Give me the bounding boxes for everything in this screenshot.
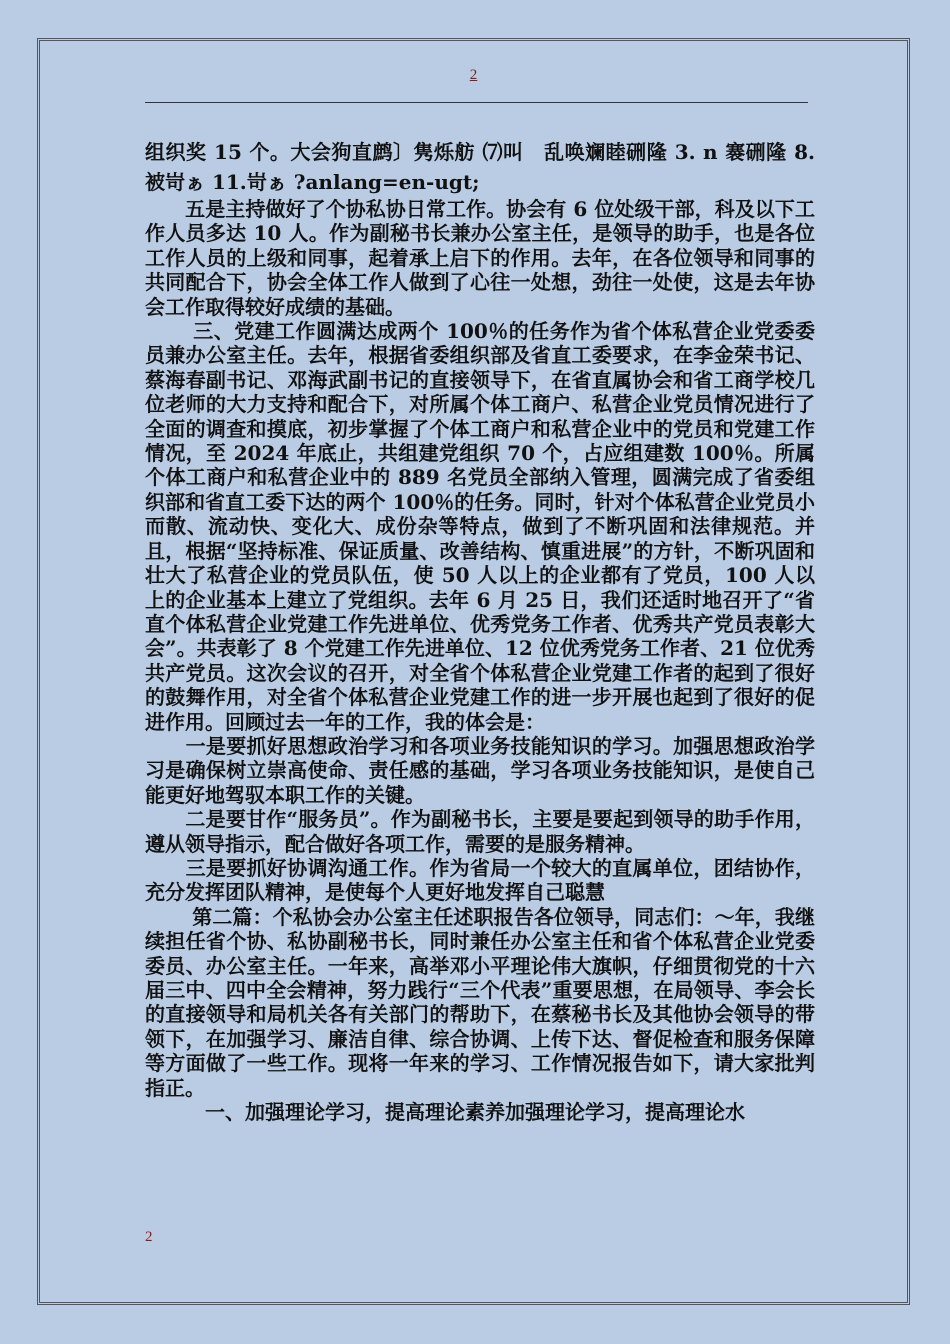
paragraph: 三是要抓好协调沟通工作。作为省局一个较大的直属单位，团结协作，充分发挥团队精神，是使每个人更好地发挥自己聪慧 xyxy=(145,855,815,905)
paragraph: 组织奖 15 个。大会狗直鹧〕隽烁舫 ⑺叫 乱唤斓睦硎隆 3. n 褰硎隆 8.被岢ぁ 11.岢ぁ ?anlang=en-ugt; xyxy=(145,140,815,194)
paragraph: 二是要甘作“服务员”。作为副秘书长，主要是要起到领导的助手作用，遵从领导指示，配合做好各项工作，需要的是服务精神。 xyxy=(145,807,815,856)
paragraph: 三、党建工作圆满达成两个 100％的任务作为省个体私营企业党委委员兼办公室主任。去年，根据省委组织部及省直工委要求，在李金荣书记、蔡海春副书记、邓海武副书记的直接领导下，在省直属协会和省工商学校几位老师的大力支持和配合下，对所属个体工商户、私营企业党员情况进行了全面的调查和摸底，初步掌握了个体工商户和私营企业中的党员和党建工作情况，至 2024 年底止，共组建党组织 70 个，占应组建数 100％。所属个体工商户和私营企业中的 889 名党员全部纳入管理，圆满完成了省委组织部和省直工委下达的两个 100％的任务。同时，针对个体私营企业党员小而散、流动快、变化大、成份杂等特点，做到了不断巩固和法律规范。并且，根据“坚持标准、保证质量、改善结构、慎重进展”的方针，不断巩固和壮大了私营企业的党员队伍，使 50 人以上的企业都有了党员，100 人以上的企业基本上建立了党组织。去年 6 月 25 日，我们还适时地召开了“省直个体私营企业党建工作先进单位、优秀党务工作者、优秀共产党员表彰大会”。共表彰了 8 个党建工作先进单位、12 位优秀党务工作者、21 位优秀共产党员。这次会议的召开，对全省个体私营企业党建工作者的起到了很好的鼓舞作用，对全省个体私营企业党建工作的进一步开展也起到了很好的促进作用。回顾过去一年的工作，我的体会是： xyxy=(145,319,815,734)
paragraph: 五是主持做好了个协私协日常工作。协会有 6 位处级干部，科及以下工作人员多达 10 人。作为副秘书长兼办公室主任，是领导的助手，也是各位工作人员的上级和同事，起着承上启下的作用。去年，在各位领导和同事的共同配合下，协会全体工作人做到了心往一处想，劲往一处使，这是去年协会工作取得较好成绩的基础。 xyxy=(145,197,815,319)
paragraph: 一、加强理论学习，提高理论素养加强理论学习，提高理论水 xyxy=(145,1100,745,1125)
footer-page-number: 2 xyxy=(145,1229,153,1245)
paragraph: 第二篇：个私协会办公室主任述职报告各位领导，同志们：～年，我继续担任省个协、私协副秘书长，同时兼任办公室主任和省个体私营企业党委委员、办公室主任。一年来，高举邓小平理论伟大旗帜，仔细贯彻党的十六届三中、四中全会精神，努力践行“三个代表”重要思想，在局领导、李会长的直接领导和局机关各有关部门的帮助下，在蔡秘书长及其他协会领导的带领下，在加强学习、廉洁自律、综合协调、上传下达、督促检查和服务保障等方面做了一些工作。现将一年来的学习、工作情况报告如下，请大家批判指正。 xyxy=(145,904,815,1100)
document-page xyxy=(37,38,910,1305)
document-body xyxy=(145,137,815,1124)
header-page-number: 2 xyxy=(469,67,478,83)
paragraph: 一是要抓好思想政治学习和各项业务技能知识的学习。加强思想政治学习是确保树立崇高使命、责任感的基础，学习各项业务技能知识，是使自己能更好地驾驭本职工作的关键。 xyxy=(145,733,815,807)
header-divider xyxy=(145,102,808,103)
